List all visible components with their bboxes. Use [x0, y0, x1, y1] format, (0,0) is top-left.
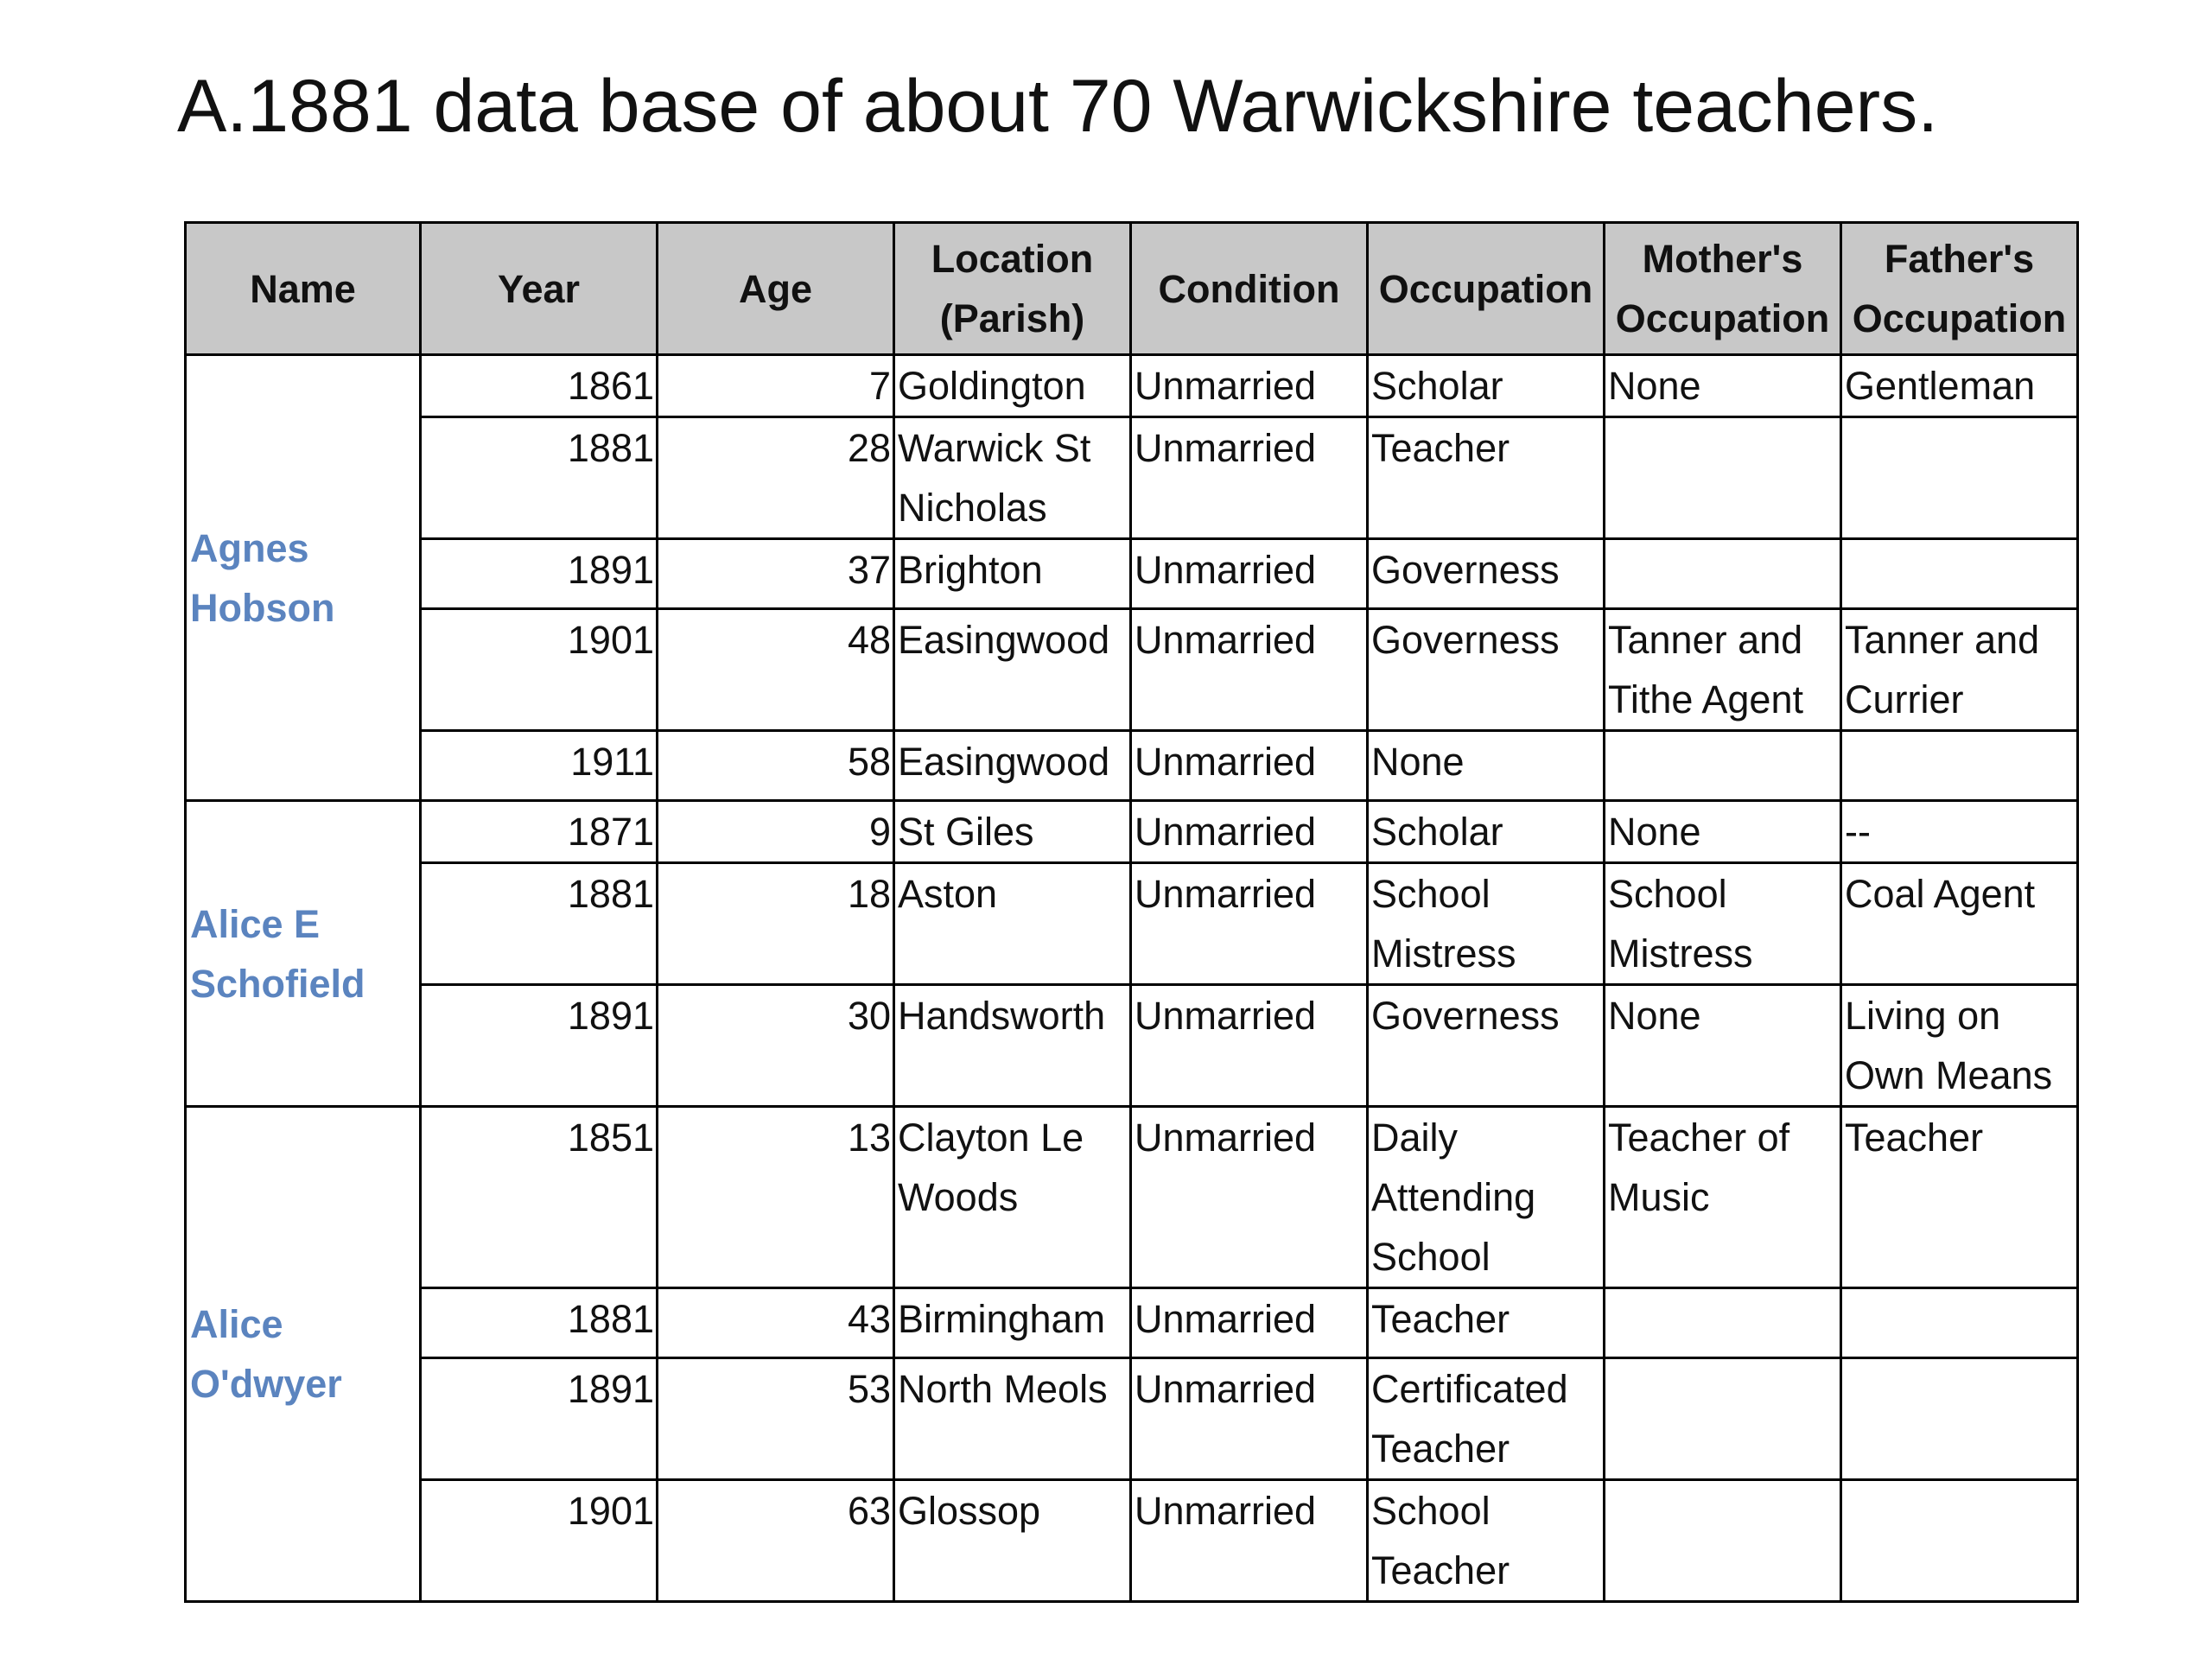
occupation-cell: Teacher	[1368, 1288, 1605, 1358]
location-cell: Aston	[894, 863, 1131, 985]
condition-cell: Unmarried	[1131, 731, 1368, 801]
mother-occupation-cell	[1605, 731, 1841, 801]
table-row	[186, 539, 2078, 609]
year-cell: 1881	[421, 863, 658, 985]
mother-occupation-cell	[1605, 1358, 1841, 1480]
table-row	[186, 1288, 2078, 1358]
header-name: Name	[186, 223, 421, 355]
condition-cell: Unmarried	[1131, 1358, 1368, 1480]
table-row	[186, 1480, 2078, 1602]
table-row	[186, 801, 2078, 863]
year-cell: 1891	[421, 1358, 658, 1480]
age-cell: 53	[658, 1358, 894, 1480]
location-cell: Warwick St Nicholas	[894, 417, 1131, 539]
father-occupation-cell	[1841, 417, 2078, 539]
table-header-row	[186, 223, 2078, 355]
occupation-cell: School Teacher	[1368, 1480, 1605, 1602]
age-cell: 43	[658, 1288, 894, 1358]
father-occupation-cell: Tanner and Currier	[1841, 609, 2078, 731]
age-cell: 63	[658, 1480, 894, 1602]
condition-cell: Unmarried	[1131, 985, 1368, 1107]
header-fathers-occupation: Father's Occupation	[1841, 223, 2078, 355]
year-cell: 1901	[421, 1480, 658, 1602]
year-cell: 1881	[421, 1288, 658, 1358]
father-occupation-cell: Coal Agent	[1841, 863, 2078, 985]
occupation-cell: Governess	[1368, 539, 1605, 609]
occupation-cell: Governess	[1368, 609, 1605, 731]
age-cell: 9	[658, 801, 894, 863]
year-cell: 1861	[421, 355, 658, 417]
year-cell: 1891	[421, 539, 658, 609]
location-cell: Goldington	[894, 355, 1131, 417]
location-cell: Glossop	[894, 1480, 1131, 1602]
mother-occupation-cell: School Mistress	[1605, 863, 1841, 985]
occupation-cell: Certificated Teacher	[1368, 1358, 1605, 1480]
father-occupation-cell: Teacher	[1841, 1107, 2078, 1288]
age-cell: 13	[658, 1107, 894, 1288]
father-occupation-cell	[1841, 731, 2078, 801]
father-occupation-cell	[1841, 1480, 2078, 1602]
age-cell: 18	[658, 863, 894, 985]
table-row	[186, 731, 2078, 801]
condition-cell: Unmarried	[1131, 1288, 1368, 1358]
occupation-cell: School Mistress	[1368, 863, 1605, 985]
teacher-name: Agnes Hobson	[186, 355, 421, 801]
condition-cell: Unmarried	[1131, 1107, 1368, 1288]
age-cell: 37	[658, 539, 894, 609]
occupation-cell: Scholar	[1368, 801, 1605, 863]
condition-cell: Unmarried	[1131, 863, 1368, 985]
mother-occupation-cell: None	[1605, 801, 1841, 863]
occupation-cell: None	[1368, 731, 1605, 801]
age-cell: 28	[658, 417, 894, 539]
table-row	[186, 1107, 2078, 1288]
father-occupation-cell: Gentleman	[1841, 355, 2078, 417]
condition-cell: Unmarried	[1131, 801, 1368, 863]
father-occupation-cell	[1841, 1288, 2078, 1358]
mother-occupation-cell	[1605, 539, 1841, 609]
location-cell: Handsworth	[894, 985, 1131, 1107]
mother-occupation-cell: None	[1605, 355, 1841, 417]
location-cell: St Giles	[894, 801, 1131, 863]
header-mothers-occupation: Mother's Occupation	[1605, 223, 1841, 355]
header-age: Age	[658, 223, 894, 355]
location-cell: Clayton Le Woods	[894, 1107, 1131, 1288]
condition-cell: Unmarried	[1131, 417, 1368, 539]
mother-occupation-cell: Tanner and Tithe Agent	[1605, 609, 1841, 731]
slide-title: A.1881 data base of about 70 Warwickshire teachers.	[177, 65, 1939, 148]
header-year: Year	[421, 223, 658, 355]
occupation-cell: Scholar	[1368, 355, 1605, 417]
header-condition: Condition	[1131, 223, 1368, 355]
father-occupation-cell	[1841, 1358, 2078, 1480]
teachers-table	[184, 221, 2079, 1603]
year-cell: 1881	[421, 417, 658, 539]
year-cell: 1901	[421, 609, 658, 731]
table-row	[186, 985, 2078, 1107]
table-row	[186, 355, 2078, 417]
mother-occupation-cell: Teacher of Music	[1605, 1107, 1841, 1288]
year-cell: 1911	[421, 731, 658, 801]
condition-cell: Unmarried	[1131, 609, 1368, 731]
age-cell: 30	[658, 985, 894, 1107]
table-row	[186, 863, 2078, 985]
table-row	[186, 417, 2078, 539]
location-cell: Birmingham	[894, 1288, 1131, 1358]
occupation-cell: Teacher	[1368, 417, 1605, 539]
mother-occupation-cell	[1605, 1480, 1841, 1602]
table-row	[186, 1358, 2078, 1480]
father-occupation-cell	[1841, 539, 2078, 609]
condition-cell: Unmarried	[1131, 1480, 1368, 1602]
year-cell: 1871	[421, 801, 658, 863]
age-cell: 7	[658, 355, 894, 417]
location-cell: North Meols	[894, 1358, 1131, 1480]
teacher-name: Alice E Schofield	[186, 801, 421, 1107]
age-cell: 48	[658, 609, 894, 731]
header-location: Location (Parish)	[894, 223, 1131, 355]
teacher-name: Alice O'dwyer	[186, 1107, 421, 1602]
mother-occupation-cell	[1605, 1288, 1841, 1358]
mother-occupation-cell: None	[1605, 985, 1841, 1107]
occupation-cell: Governess	[1368, 985, 1605, 1107]
year-cell: 1851	[421, 1107, 658, 1288]
year-cell: 1891	[421, 985, 658, 1107]
condition-cell: Unmarried	[1131, 539, 1368, 609]
age-cell: 58	[658, 731, 894, 801]
father-occupation-cell: Living on Own Means	[1841, 985, 2078, 1107]
location-cell: Brighton	[894, 539, 1131, 609]
mother-occupation-cell	[1605, 417, 1841, 539]
location-cell: Easingwood	[894, 731, 1131, 801]
condition-cell: Unmarried	[1131, 355, 1368, 417]
location-cell: Easingwood	[894, 609, 1131, 731]
table-row	[186, 609, 2078, 731]
occupation-cell: Daily Attending School	[1368, 1107, 1605, 1288]
header-occupation: Occupation	[1368, 223, 1605, 355]
father-occupation-cell: --	[1841, 801, 2078, 863]
